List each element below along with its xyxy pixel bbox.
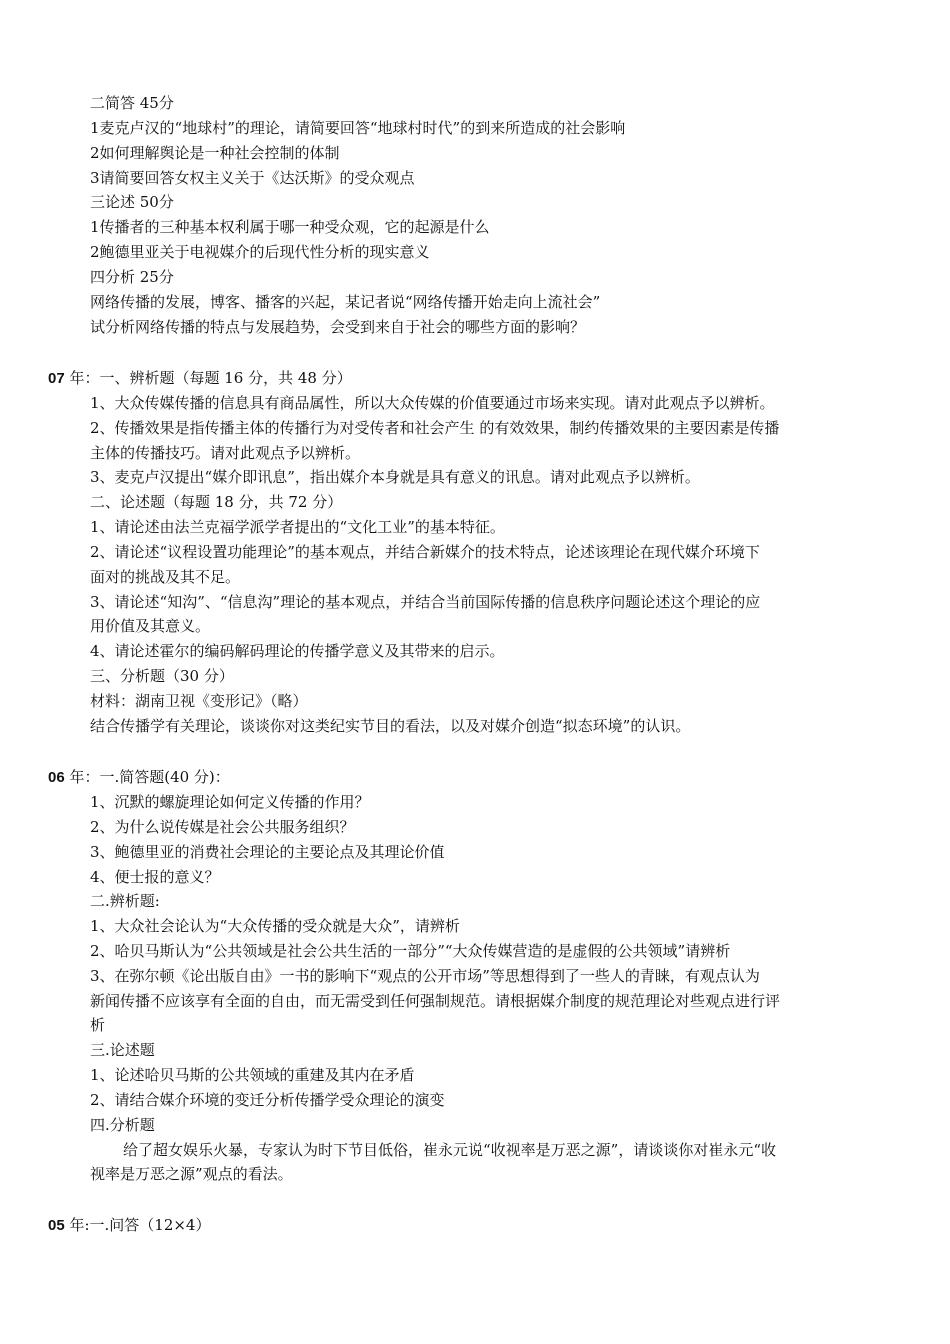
section-heading: 二.辨析题: <box>90 892 160 910</box>
question-text: 主体的传播技巧。请对此观点予以辨析。 <box>90 444 361 462</box>
question-text: 4、请论述霍尔的编码解码理论的传播学意义及其带来的启示。 <box>90 642 505 660</box>
question-text: 3、麦克卢汉提出“媒介即讯息”，指出媒介本身就是具有意义的讯息。请对此观点予以辨析。 <box>90 468 700 486</box>
year-heading-text: 年:一.问答（12×4） <box>64 1216 211 1234</box>
year-label: 05 <box>48 1217 65 1234</box>
section-heading: 三.论述题 <box>90 1041 155 1059</box>
year-heading-05 <box>48 1213 210 1238</box>
section-heading: 二简答 45分 <box>90 94 174 112</box>
question-text: 新闻传播不应该享有全面的自由，而无需受到任何强制规范。请根据媒介制度的规范理论对些观点进行评 <box>90 992 781 1010</box>
section-heading: 二、论述题（每题 18 分，共 72 分） <box>90 493 343 511</box>
year-label: 06 <box>48 769 65 786</box>
question-text: 材料：湖南卫视《变形记》（略） <box>90 692 308 710</box>
question-text: 析 <box>90 1016 106 1034</box>
year-label: 07 <box>48 370 65 387</box>
question-text: 2、传播效果是指传播主体的传播行为对受传者和社会产生 的有效效果，制约传播效果的主要因素是传播 <box>90 419 780 437</box>
year-heading-text: 年：一、辨析题（每题 16 分，共 48 分） <box>64 369 352 387</box>
question-text: 试分析网络传播的特点与发展趋势，会受到来自于社会的哪些方面的影响？ <box>90 318 586 336</box>
question-text: 4、便士报的意义？ <box>90 868 220 886</box>
question-text: 3、鲍德里亚的消费社会理论的主要论点及其理论价值 <box>90 843 445 861</box>
year-heading-06 <box>48 765 230 790</box>
question-text: 面对的挑战及其不足。 <box>90 568 241 586</box>
question-text: 视率是万恶之源”观点的看法。 <box>90 1165 293 1183</box>
question-text: 3、在弥尔顿《论出版自由》一书的影响下“观点的公开市场”等思想得到了一些人的青睐，有观点认为 <box>90 967 760 985</box>
section-heading: 四分析 25分 <box>90 268 174 286</box>
question-text: 1、大众传媒传播的信息具有商品属性，所以大众传媒的价值要通过市场来实现。请对此观点予以辨析。 <box>90 394 775 412</box>
question-text: 网络传播的发展，博客、播客的兴起，某记者说“网络传播开始走向上流社会” <box>90 293 601 311</box>
question-text: 2鲍德里亚关于电视媒介的后现代性分析的现实意义 <box>90 243 430 261</box>
question-text: 给了超女娱乐火暴，专家认为时下节目低俗，崔永元说“收视率是万恶之源”，请谈谈你对崔永元“收 <box>123 1141 777 1159</box>
question-text: 2如何理解舆论是一种社会控制的体制 <box>90 144 340 162</box>
question-text: 2、为什么说传媒是社会公共服务组织？ <box>90 818 355 836</box>
question-text: 1、大众社会论认为“大众传播的受众就是大众”，请辨析 <box>90 917 460 935</box>
question-text: 3、请论述“知沟”、“信息沟”理论的基本观点，并结合当前国际传播的信息秩序问题论述这个理论的应 <box>90 593 761 611</box>
question-text: 1传播者的三种基本权利属于哪一种受众观，它的起源是什么 <box>90 218 490 236</box>
year-heading-text: 年：一.简答题(40 分)： <box>64 768 230 786</box>
question-text: 1、沉默的螺旋理论如何定义传播的作用？ <box>90 793 370 811</box>
question-text: 2、请结合媒介环境的变迁分析传播学受众理论的演变 <box>90 1091 445 1109</box>
section-heading: 三论述 50分 <box>90 193 174 211</box>
question-text: 1麦克卢汉的“地球村”的理论，请简要回答“地球村时代”的到来所造成的社会影响 <box>90 119 626 137</box>
section-heading: 四.分析题 <box>90 1116 155 1134</box>
question-text: 用价值及其意义。 <box>90 617 211 635</box>
section-heading: 三、分析题（30 分） <box>90 667 234 685</box>
question-text: 2、请论述“议程设置功能理论”的基本观点，并结合新媒介的技术特点，论述该理论在现代媒介环境下 <box>90 543 760 561</box>
question-text: 1、论述哈贝马斯的公共领域的重建及其内在矛盾 <box>90 1066 415 1084</box>
question-text: 结合传播学有关理论，谈谈你对这类纪实节目的看法，以及对媒介创造“拟态环境”的认识。 <box>90 717 691 735</box>
year-heading-07 <box>48 366 352 391</box>
question-text: 3请简要回答女权主义关于《达沃斯》的受众观点 <box>90 169 415 187</box>
question-text: 2、哈贝马斯认为“公共领域是社会公共生活的一部分”“大众传媒营造的是虚假的公共领域”请辨析 <box>90 942 731 960</box>
question-text: 1、请论述由法兰克福学派学者提出的“文化工业”的基本特征。 <box>90 518 505 536</box>
